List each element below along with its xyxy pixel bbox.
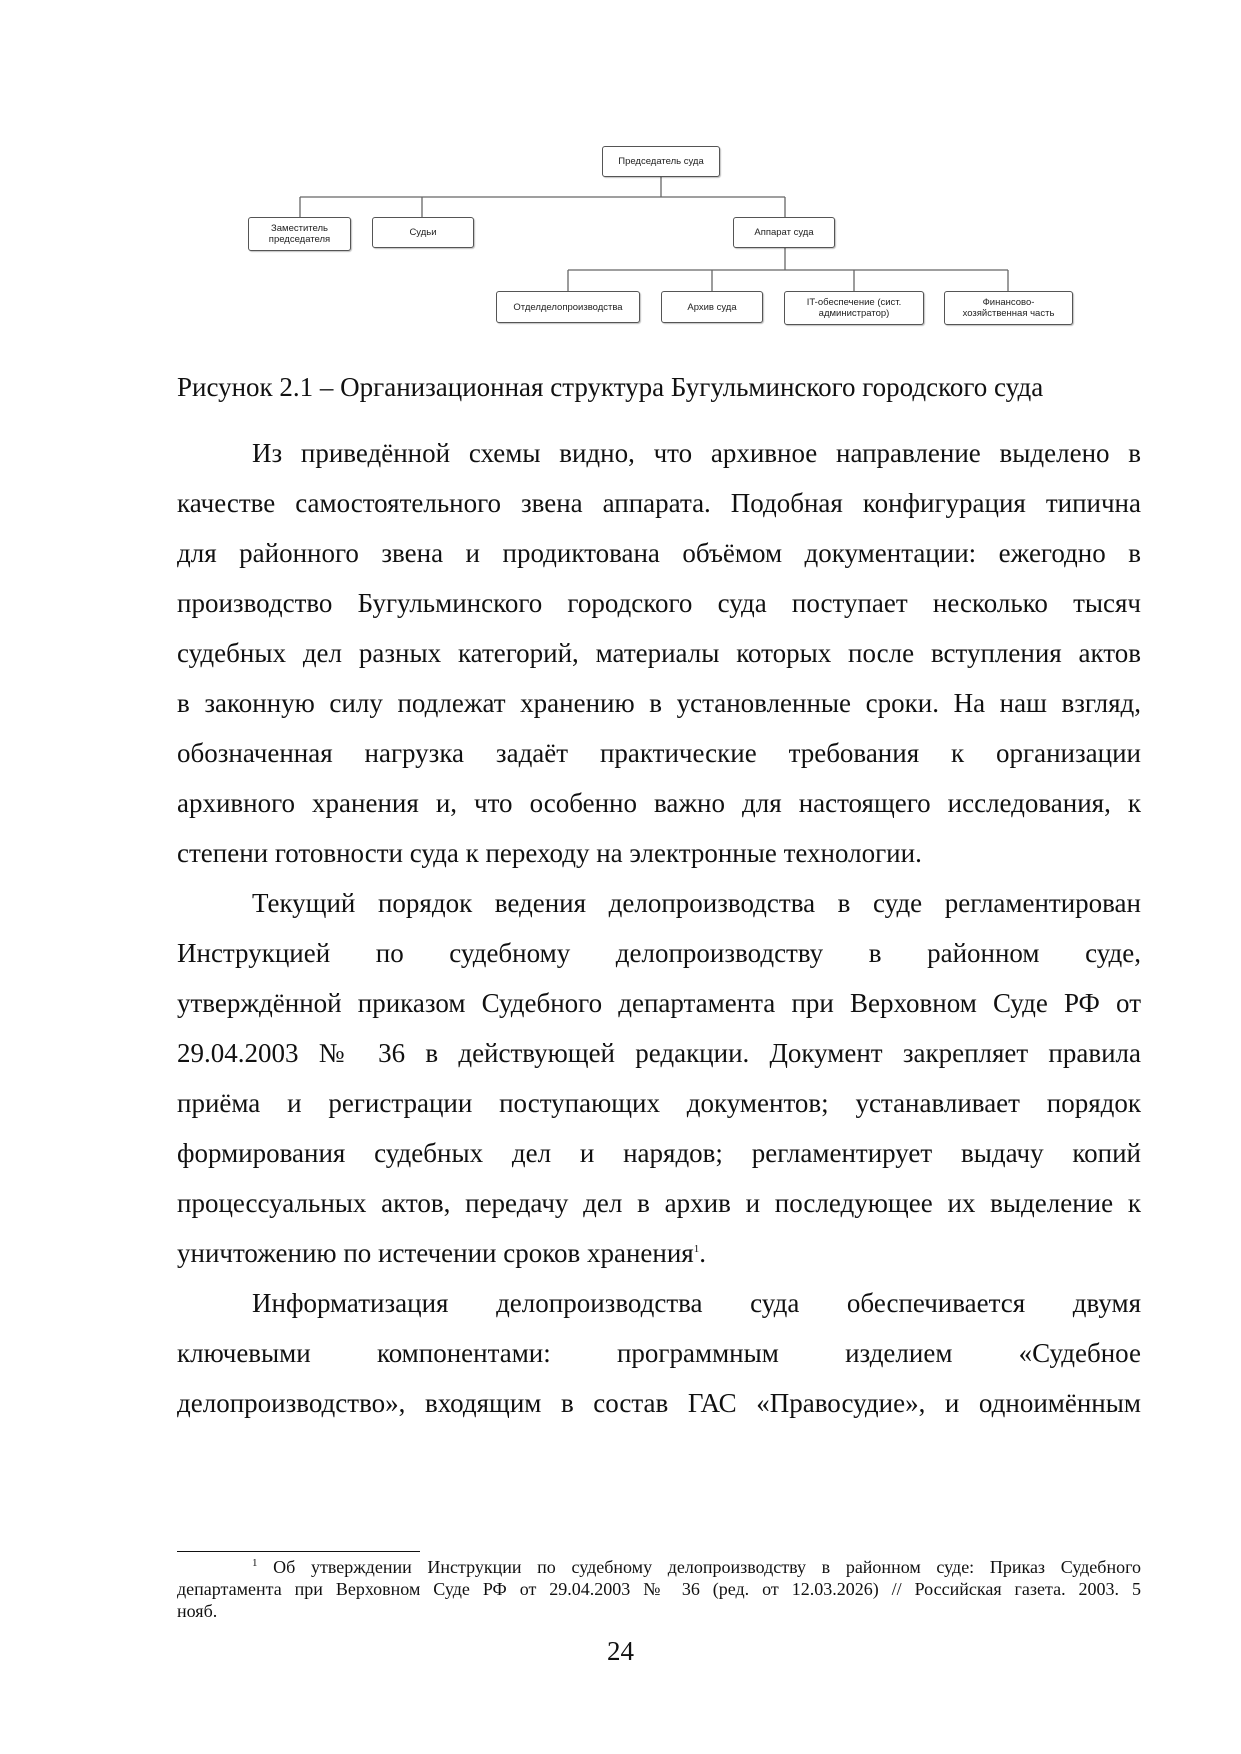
paragraph-line: 29.04.2003 № 36 в действующей редакции. Документ закрепляет правила xyxy=(177,1038,1141,1068)
paragraph-line: качестве самостоятельного звена аппарата. Подобная конфигурация типична xyxy=(177,488,1141,518)
paragraph-line: приёма и регистрации поступающих документов; устанавливает порядок xyxy=(177,1088,1141,1118)
paragraph-line: процессуальных актов, передачу дел в архив и последующее их выделение к xyxy=(177,1188,1141,1218)
org-node-judges xyxy=(372,217,474,248)
footnote-line-3: нояб. xyxy=(177,1601,218,1621)
org-node-deputy-label-1: Заместитель xyxy=(271,223,328,234)
paragraph-line: для районного звена и продиктована объёмом документации: ежегодно в xyxy=(177,538,1141,568)
org-node-finance-label-1: Финансово- xyxy=(982,297,1035,308)
footnote-line-1 xyxy=(177,1556,1141,1578)
paragraph-line: архивного хранения и, что особенно важно для настоящего исследования, к xyxy=(177,788,1141,818)
org-chart xyxy=(0,0,1241,340)
org-node-chairman-label: Председатель суда xyxy=(618,156,704,167)
paragraph-line-last xyxy=(177,1228,1141,1278)
paragraph-line: Текущий порядок ведения делопроизводства в суде регламентирован xyxy=(252,888,1141,918)
footnote-number: 1 xyxy=(252,1557,258,1569)
page-number: 24 xyxy=(607,1636,634,1666)
org-node-archive-label: Архив суда xyxy=(687,301,737,313)
org-node-office-label: Отделделопроизводства xyxy=(513,301,623,313)
paragraph-line-text: уничтожению по истечении сроков хранения xyxy=(177,1238,694,1268)
paragraph-line: степени готовности суда к переходу на электронные технологии. xyxy=(177,838,922,868)
footnote-text: Об утверждении Инструкции по судебному делопроизводству в районном суде: Приказ Судебного xyxy=(273,1557,1142,1577)
paragraph-line: Из приведённой схемы видно, что архивное направление выделено в xyxy=(252,438,1141,468)
paragraph-line: ключевыми компонентами: программным изделием «Судебное xyxy=(177,1338,1141,1368)
paragraph-line: делопроизводство», входящим в состав ГАС «Правосудие», и одноимённым xyxy=(177,1388,1141,1418)
paragraph-line: формирования судебных дел и нарядов; регламентирует выдачу копий xyxy=(177,1138,1141,1168)
paragraph-3 xyxy=(177,1278,1141,1428)
org-node-office xyxy=(496,291,640,323)
paragraph-line: в законную силу подлежат хранению в установленные сроки. На наш взгляд, xyxy=(177,688,1141,718)
org-node-deputy-label-2: председателя xyxy=(268,234,331,245)
paragraph-line: Инструкцией по судебному делопроизводству в районном суде, xyxy=(177,938,1141,968)
org-node-apparatus xyxy=(733,217,835,248)
org-node-judges-label: Судьи xyxy=(409,227,437,238)
org-node-archive xyxy=(661,291,763,323)
paragraph-1 xyxy=(177,428,1141,878)
org-node-it-label-2: администратор) xyxy=(818,308,890,319)
footnote-separator xyxy=(177,1551,420,1552)
footnote xyxy=(177,1556,1141,1622)
org-node-apparatus-label: Аппарат суда xyxy=(754,227,814,238)
footnote-reference-tail: . xyxy=(699,1238,706,1268)
org-node-it-label-1: IT-обеспечение (сист. xyxy=(806,297,902,308)
paragraph-2 xyxy=(177,878,1141,1278)
paragraph-line: производство Бугульминского городского суда поступает несколько тысяч xyxy=(177,588,1141,618)
paragraph-line: Информатизация делопроизводства суда обеспечивается двумя xyxy=(252,1288,1141,1318)
org-node-finance xyxy=(944,291,1073,325)
paragraph-line: утверждённой приказом Судебного департамента при Верховном Суде РФ от xyxy=(177,988,1141,1018)
footnote-line-2: департамента при Верховном Суде РФ от 29.04.2003 № 36 (ред. от 12.03.2026) // Российская газета. 2003. 5 xyxy=(177,1579,1141,1599)
org-node-chairman xyxy=(602,146,720,177)
figure-caption: Рисунок 2.1 – Организационная структура Бугульминского городского суда xyxy=(177,372,1044,402)
org-node-it xyxy=(784,291,924,325)
paragraph-line: судебных дел разных категорий, материалы которых после вступления актов xyxy=(177,638,1141,668)
org-node-deputy xyxy=(248,217,351,251)
paragraph-line: обозначенная нагрузка задаёт практические требования к организации xyxy=(177,738,1141,768)
footnote-reference[interactable]: 1 xyxy=(693,1243,700,1255)
org-node-finance-label-2: хозяйственная часть xyxy=(962,308,1055,319)
